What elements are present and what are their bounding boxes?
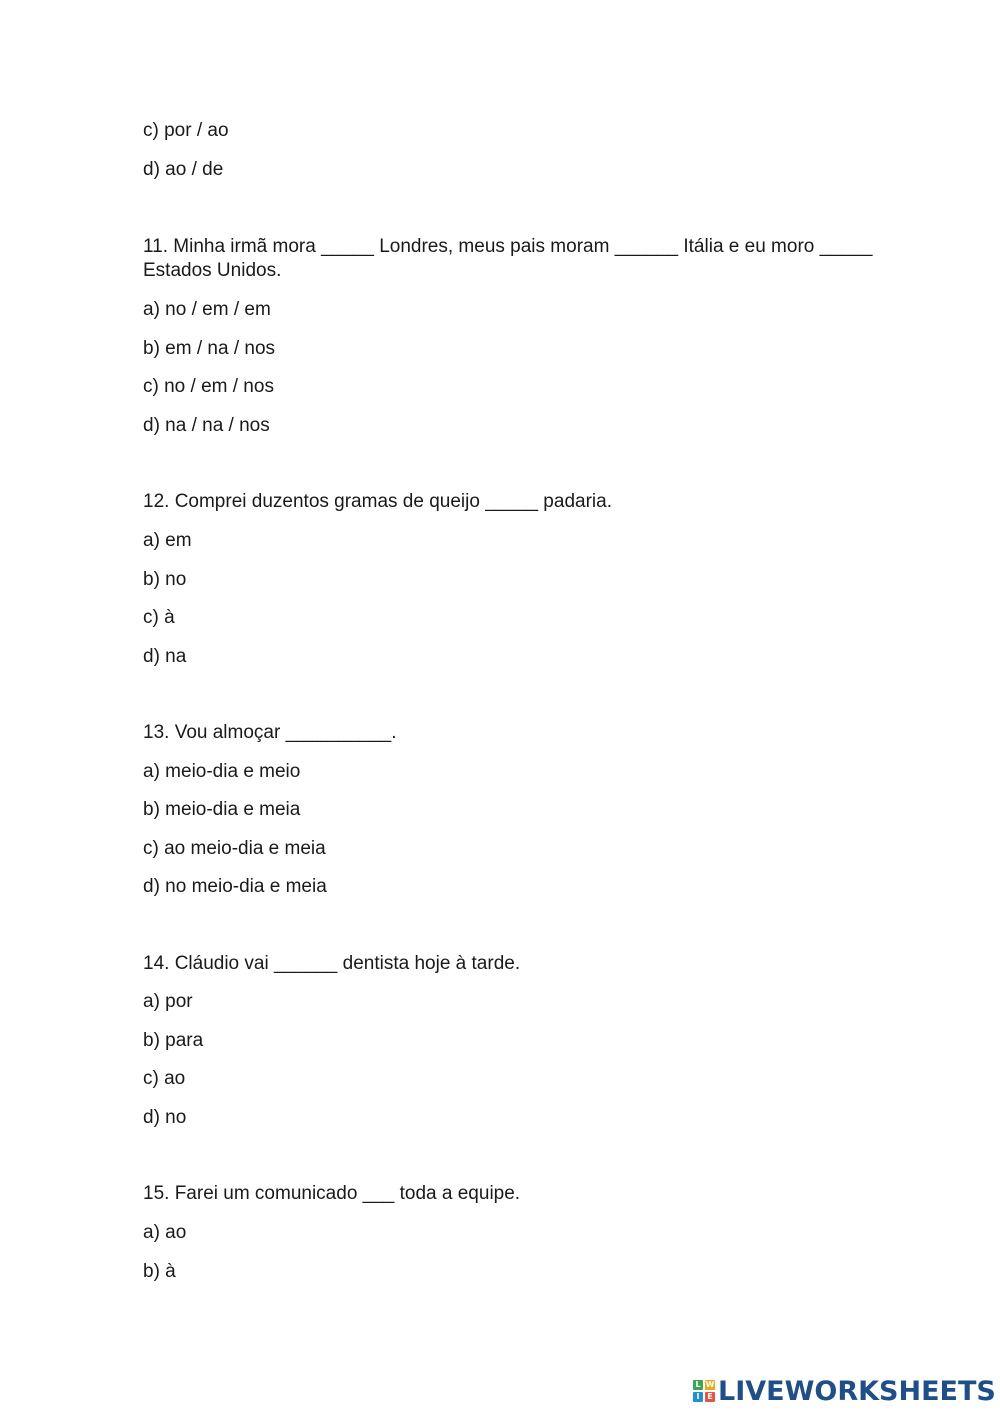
question-14-option-d: d) no	[143, 1107, 187, 1128]
question-12-option-b: b) no	[143, 569, 187, 590]
question-13-option-a: a) meio-dia e meio	[143, 761, 301, 782]
option-d: d) ao / de	[143, 159, 224, 180]
question-12-option-a: a) em	[143, 530, 192, 551]
question-11-option-c: c) no / em / nos	[143, 376, 274, 397]
question-12-option-d: d) na	[143, 646, 187, 667]
question-11-option-a: a) no / em / em	[143, 299, 271, 320]
question-11-prompt: 11. Minha irmã mora _____ Londres, meus pais moram ______ Itália e eu moro _____ Estados Unidos.	[143, 236, 873, 281]
logo-tile-i: I	[693, 1392, 703, 1402]
question-13-option-b: b) meio-dia e meia	[143, 799, 301, 820]
liveworksheets-logo[interactable]	[693, 1376, 996, 1406]
question-11-option-b: b) em / na / nos	[143, 338, 276, 359]
question-14-option-b: b) para	[143, 1030, 204, 1051]
question-15-prompt: 15. Farei um comunicado ___ toda a equipe.	[143, 1183, 521, 1204]
question-12-prompt: 12. Comprei duzentos gramas de queijo _____ padaria.	[143, 491, 612, 512]
logo-brand-text: LIVEWORKSHEETS	[718, 1375, 996, 1407]
option-c: c) por / ao	[143, 120, 229, 141]
logo-tile-e: E	[705, 1392, 715, 1402]
question-13-prompt: 13. Vou almoçar __________.	[143, 722, 397, 743]
question-14-prompt: 14. Cláudio vai ______ dentista hoje à tarde.	[143, 953, 521, 974]
question-14-option-c: c) ao	[143, 1068, 186, 1089]
logo-grid-icon	[693, 1380, 715, 1402]
logo-tile-l: L	[693, 1380, 703, 1390]
question-15-option-b: b) à	[143, 1261, 176, 1282]
question-13-option-c: c) ao meio-dia e meia	[143, 838, 326, 859]
question-13-option-d: d) no meio-dia e meia	[143, 876, 327, 897]
question-12-option-c: c) à	[143, 607, 175, 628]
question-15-option-a: a) ao	[143, 1222, 187, 1243]
logo-tile-w: W	[705, 1380, 715, 1389]
question-11-option-d: d) na / na / nos	[143, 415, 270, 436]
question-14-option-a: a) por	[143, 991, 193, 1012]
